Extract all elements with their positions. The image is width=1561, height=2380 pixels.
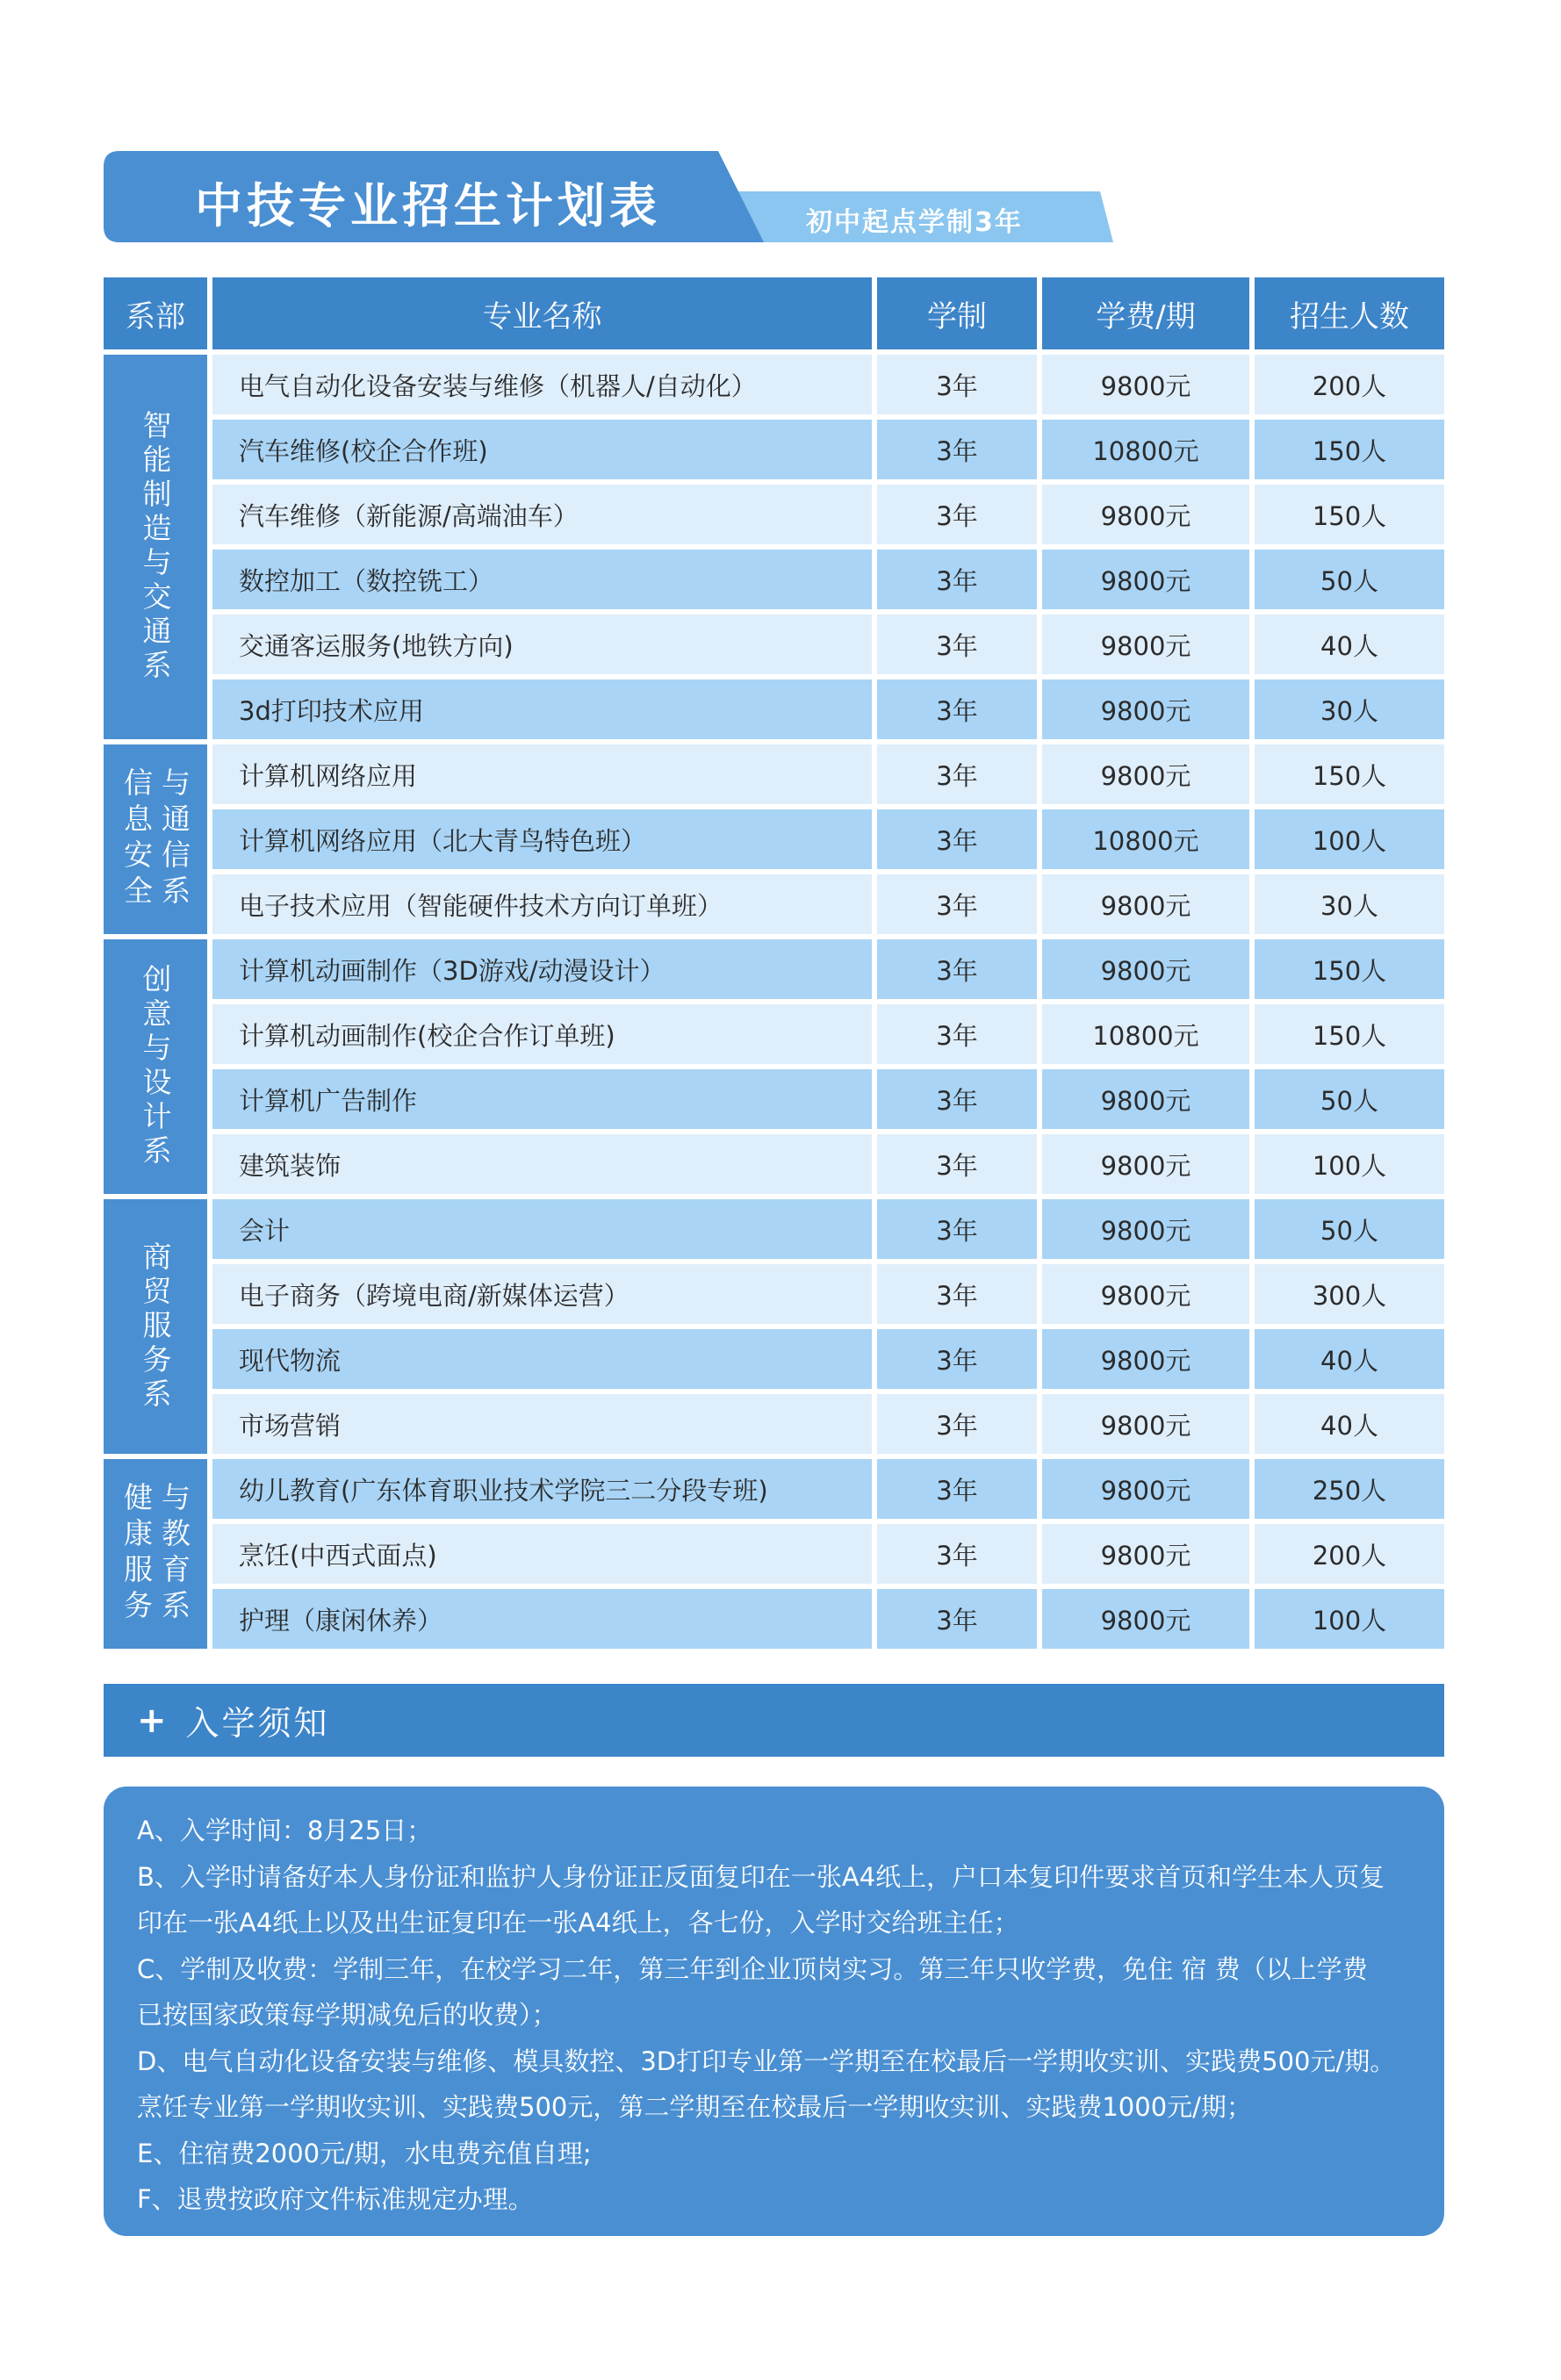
cell-years: 3年 <box>877 615 1037 674</box>
cell-years: 3年 <box>877 1264 1037 1324</box>
page-title: 中技专业招生计划表 <box>195 178 661 234</box>
header-years: 学制 <box>877 277 1037 349</box>
cell-name: 计算机广告制作 <box>212 1069 872 1129</box>
notice-line: C、学制及收费：学制三年，在校学习二年，第三年到企业顶岗实习。第三年只收学费，免住 宿 费（以上学费 <box>137 1953 1368 1984</box>
cell-fee: 9800元 <box>1042 679 1249 739</box>
cell-fee: 9800元 <box>1042 550 1249 609</box>
notice-line: F、退费按政府文件标准规定办理。 <box>137 2184 534 2214</box>
notice-line: D、电气自动化设备安装与维修、模具数控、3D打印专业第一学期至在校最后一学期收实训、实践费500元/期。 <box>137 2046 1396 2076</box>
cell-fee: 9800元 <box>1042 1329 1249 1389</box>
plus-icon: + <box>137 1700 167 1741</box>
cell-fee: 9800元 <box>1042 744 1249 804</box>
cell-count: 150人 <box>1255 744 1444 804</box>
cell-fee: 9800元 <box>1042 615 1249 674</box>
cell-name: 现代物流 <box>212 1329 872 1389</box>
cell-count: 100人 <box>1255 809 1444 869</box>
dept-label: 创意与设计系 <box>138 964 173 1169</box>
cell-count: 50人 <box>1255 1199 1444 1259</box>
notice-line: 已按国家政策每学期减免后的收费）； <box>137 2000 558 2030</box>
cell-name: 电子技术应用（智能硬件技术方向订单班） <box>212 874 872 934</box>
title-banner <box>104 151 1113 244</box>
cell-fee: 9800元 <box>1042 874 1249 934</box>
notice-box <box>104 1787 1444 2236</box>
header-count: 招生人数 <box>1255 277 1444 349</box>
cell-count: 300人 <box>1255 1264 1444 1324</box>
cell-name: 计算机网络应用 <box>212 744 872 804</box>
cell-count: 40人 <box>1255 615 1444 674</box>
cell-fee: 9800元 <box>1042 1589 1249 1649</box>
dept-cell <box>104 1199 207 1454</box>
cell-name: 市场营销 <box>212 1394 872 1454</box>
dept-cell <box>104 939 207 1194</box>
cell-name: 数控加工（数控铣工） <box>212 550 872 609</box>
cell-count: 30人 <box>1255 874 1444 934</box>
notice-line: 印在一张A4纸上以及出生证复印在一张A4纸上，各七份，入学时交给班主任； <box>137 1908 1019 1938</box>
dept-label-group <box>119 1482 191 1626</box>
cell-fee: 9800元 <box>1042 1199 1249 1259</box>
cell-years: 3年 <box>877 679 1037 739</box>
cell-fee: 10800元 <box>1042 809 1249 869</box>
dept-label: 与教育系 <box>157 1482 191 1626</box>
cell-name: 3d打印技术应用 <box>212 679 872 739</box>
cell-name: 会计 <box>212 1199 872 1259</box>
cell-years: 3年 <box>877 420 1037 479</box>
page-subtitle: 初中起点学制3年 <box>806 207 1023 238</box>
dept-label: 信息安全 <box>119 767 154 911</box>
cell-count: 40人 <box>1255 1329 1444 1389</box>
cell-count: 30人 <box>1255 679 1444 739</box>
cell-fee: 9800元 <box>1042 1394 1249 1454</box>
cell-fee: 9800元 <box>1042 1459 1249 1519</box>
cell-fee: 10800元 <box>1042 420 1249 479</box>
notice-bar <box>104 1684 1444 1757</box>
cell-name: 计算机动画制作(校企合作订单班) <box>212 1004 872 1064</box>
cell-name: 计算机动画制作（3D游戏/动漫设计） <box>212 939 872 999</box>
cell-count: 100人 <box>1255 1589 1444 1649</box>
dept-label: 健康服务 <box>119 1482 154 1626</box>
cell-fee: 9800元 <box>1042 1134 1249 1194</box>
header-dept: 系部 <box>104 277 207 349</box>
cell-years: 3年 <box>877 1004 1037 1064</box>
cell-name: 烹饪(中西式面点) <box>212 1524 872 1584</box>
header-fee: 学费/期 <box>1042 277 1249 349</box>
cell-years: 3年 <box>877 1589 1037 1649</box>
dept-cell <box>104 355 207 739</box>
cell-years: 3年 <box>877 1069 1037 1129</box>
cell-years: 3年 <box>877 939 1037 999</box>
cell-count: 150人 <box>1255 939 1444 999</box>
dept-label: 商贸服务系 <box>138 1240 173 1413</box>
dept-cell <box>104 1459 207 1649</box>
cell-years: 3年 <box>877 1199 1037 1259</box>
cell-name: 护理（康闲休养） <box>212 1589 872 1649</box>
cell-years: 3年 <box>877 809 1037 869</box>
notice-line: A、入学时间：8月25日； <box>137 1816 433 1845</box>
cell-name: 幼儿教育(广东体育职业技术学院三二分段专班) <box>212 1459 872 1519</box>
cell-fee: 9800元 <box>1042 1069 1249 1129</box>
cell-count: 150人 <box>1255 485 1444 544</box>
cell-years: 3年 <box>877 485 1037 544</box>
header-name: 专业名称 <box>212 277 872 349</box>
cell-fee: 10800元 <box>1042 1004 1249 1064</box>
cell-name: 计算机网络应用（北大青鸟特色班） <box>212 809 872 869</box>
notice-line: E、住宿费2000元/期，水电费充值自理; <box>137 2138 592 2168</box>
dept-label-group <box>119 767 191 911</box>
cell-count: 200人 <box>1255 1524 1444 1584</box>
cell-count: 250人 <box>1255 1459 1444 1519</box>
cell-fee: 9800元 <box>1042 355 1249 414</box>
cell-years: 3年 <box>877 1134 1037 1194</box>
notice-title: 入学须知 <box>185 1704 330 1743</box>
cell-years: 3年 <box>877 1394 1037 1454</box>
cell-name: 交通客运服务(地铁方向) <box>212 615 872 674</box>
cell-count: 100人 <box>1255 1134 1444 1194</box>
cell-count: 40人 <box>1255 1394 1444 1454</box>
cell-years: 3年 <box>877 1459 1037 1519</box>
cell-count: 150人 <box>1255 420 1444 479</box>
cell-name: 建筑装饰 <box>212 1134 872 1194</box>
notice-line: 烹饪专业第一学期收实训、实践费500元，第二学期至在校最后一学期收实训、实践费1000元/期； <box>137 2092 1252 2122</box>
cell-fee: 9800元 <box>1042 939 1249 999</box>
cell-fee: 9800元 <box>1042 1524 1249 1584</box>
cell-years: 3年 <box>877 1329 1037 1389</box>
cell-years: 3年 <box>877 355 1037 414</box>
cell-fee: 9800元 <box>1042 1264 1249 1324</box>
cell-fee: 9800元 <box>1042 485 1249 544</box>
cell-years: 3年 <box>877 1524 1037 1584</box>
cell-name: 电子商务（跨境电商/新媒体运营） <box>212 1264 872 1324</box>
cell-count: 200人 <box>1255 355 1444 414</box>
cell-years: 3年 <box>877 550 1037 609</box>
dept-cell <box>104 744 207 934</box>
cell-name: 汽车维修（新能源/高端油车） <box>212 485 872 544</box>
cell-count: 150人 <box>1255 1004 1444 1064</box>
cell-years: 3年 <box>877 874 1037 934</box>
notice-line: B、入学时请备好本人身份证和监护人身份证正反面复印在一张A4纸上，户口本复印件要求首页和学生本人页复 <box>137 1861 1385 1892</box>
dept-label: 与通信系 <box>157 767 191 911</box>
cell-name: 电气自动化设备安装与维修（机器人/自动化） <box>212 355 872 414</box>
cell-count: 50人 <box>1255 550 1444 609</box>
cell-count: 50人 <box>1255 1069 1444 1129</box>
cell-name: 汽车维修(校企合作班) <box>212 420 872 479</box>
cell-years: 3年 <box>877 744 1037 804</box>
dept-label: 智能制造与交通系 <box>138 410 173 684</box>
